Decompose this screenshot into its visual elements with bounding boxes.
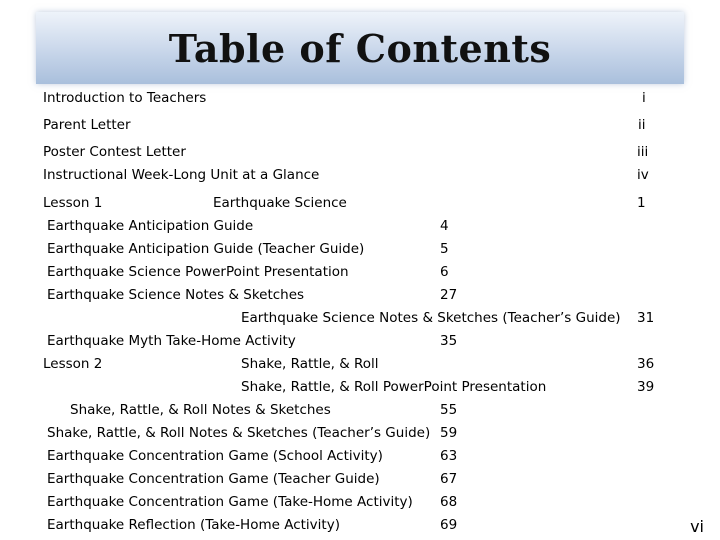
toc-entry-page: ii (638, 117, 646, 133)
toc-entry-text: Shake, Rattle, & Roll Notes & Sketches (Teacher’s Guide) (47, 425, 431, 441)
toc-entry-text: Earthquake Reflection (Take-Home Activity) (47, 517, 340, 533)
lesson-label: Lesson 1 (43, 195, 103, 211)
toc-entry-text: Instructional Week-Long Unit at a Glance (43, 167, 320, 183)
toc-entry-text: Parent Letter (43, 117, 131, 133)
toc-entry-text: Earthquake Concentration Game (Teacher Guide) (47, 471, 380, 487)
slide-number: vi (690, 517, 704, 536)
toc-entry-text: Poster Contest Letter (43, 144, 186, 160)
toc-entry-page: 68 (440, 494, 458, 510)
toc-entry-page: i (642, 90, 646, 106)
toc-entry-text: Introduction to Teachers (43, 90, 207, 106)
toc-entry-text: Earthquake Science Notes & Sketches (47, 287, 305, 303)
toc-entry-page: 31 (637, 310, 655, 326)
toc-entry-text: Earthquake Science (213, 195, 347, 211)
lesson-label: Lesson 2 (43, 356, 103, 372)
toc-entry-text: Earthquake Science PowerPoint Presentation (47, 264, 349, 280)
toc-entry-page: 39 (637, 379, 655, 395)
toc-entry-page: iii (637, 144, 649, 160)
toc-entry-text: Earthquake Anticipation Guide (Teacher Guide) (47, 241, 365, 257)
page-title: Table of Contents (168, 26, 552, 71)
toc-entry-page: 69 (440, 517, 458, 533)
toc-entry-page: 63 (440, 448, 458, 464)
toc-entry-text: Shake, Rattle, & Roll Notes & Sketches (70, 402, 331, 418)
toc-entry-text: Shake, Rattle, & Roll (241, 356, 379, 372)
title-band (36, 12, 684, 84)
toc-entry-page: 6 (440, 264, 449, 280)
toc-entry-page: 55 (440, 402, 458, 418)
toc-entry-page: 67 (440, 471, 458, 487)
toc-entry-page: iv (637, 167, 649, 183)
toc-entry-text: Shake, Rattle, & Roll PowerPoint Presentation (241, 379, 547, 395)
toc-entry-text: Earthquake Concentration Game (School Activity) (47, 448, 383, 464)
toc-entry-page: 59 (440, 425, 458, 441)
toc-entry-text: Earthquake Science Notes & Sketches (Teacher’s Guide) (241, 310, 621, 326)
toc-entry-page: 1 (637, 195, 646, 211)
toc-entry-page: 4 (440, 218, 449, 234)
toc-entry-text: Earthquake Concentration Game (Take-Home Activity) (47, 494, 413, 510)
toc-entry-page: 35 (440, 333, 458, 349)
toc-entry-text: Earthquake Myth Take-Home Activity (47, 333, 296, 349)
toc-entry-page: 27 (440, 287, 458, 303)
toc-entry-page: 36 (637, 356, 655, 372)
toc-entry-text: Earthquake Anticipation Guide (47, 218, 254, 234)
toc-entry-page: 5 (440, 241, 449, 257)
